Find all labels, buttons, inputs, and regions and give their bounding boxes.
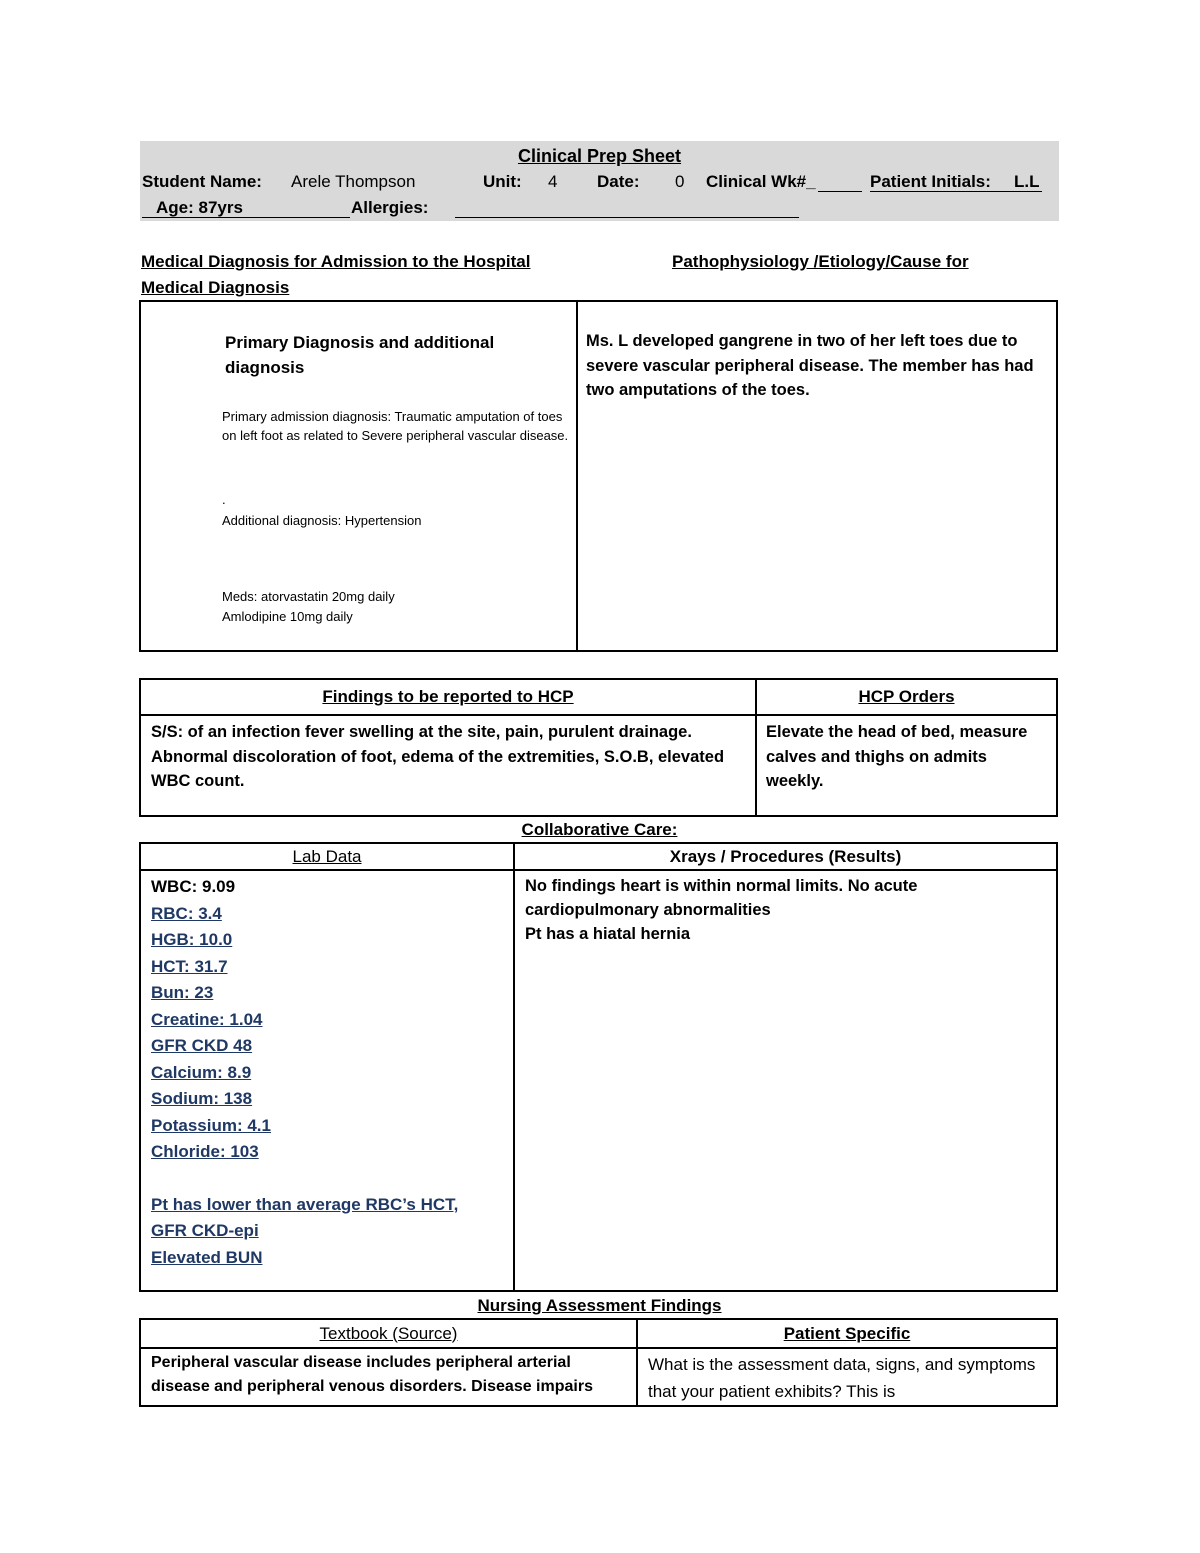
findings-header-cell [140,679,756,715]
findings-cell [140,715,756,816]
meds-line-2: Amlodipine 10mg daily [222,609,353,624]
clinical-week-label: Clinical Wk#_ [706,172,816,191]
additional-diagnosis-text: Additional diagnosis: Hypertension [222,513,422,528]
lab-data-header: Lab Data [292,846,362,866]
primary-diagnosis-heading: Primary Diagnosis and additional diagnosis [225,333,495,377]
lab-link-potassium[interactable]: Potassium: 4.1 [151,1115,271,1135]
lab-link-calcium[interactable]: Calcium: 8.9 [151,1062,252,1082]
textbook-text: Peripheral vascular disease includes peripheral arterial disease and peripheral venous disorders. Disease impairs [151,1354,593,1395]
student-name-label: Student Name: [142,172,262,191]
textbook-header-cell [140,1319,637,1348]
hcp-orders-cell [756,715,1057,816]
xray-text-line2: Pt has a hiatal hernia [525,925,691,943]
findings-table [139,678,1058,817]
lab-link-hct[interactable]: HCT: 31.7 [151,956,228,976]
patient-specific-cell [637,1348,1057,1406]
xray-header-cell [514,843,1057,870]
diagnosis-table [139,300,1058,652]
date-value: 0 [675,172,685,191]
unit-value: 4 [548,172,558,191]
findings-text: S/S: of an infection fever swelling at the site, pain, purulent drainage. Abnormal discoloration of foot, edema of the extremities, S.O.B, elevated WBC count. [151,723,725,790]
patient-specific-header-cell [637,1319,1057,1348]
nursing-assessment-heading: Nursing Assessment Findings [477,1296,722,1315]
lab-note-elevated-bun[interactable]: Elevated BUN [151,1247,263,1267]
lab-link-rbc[interactable]: RBC: 3.4 [151,903,222,923]
page-title: Clinical Prep Sheet [517,146,682,166]
medical-diagnosis-heading-line2: Medical Diagnosis [141,278,290,297]
age-label: Age: 87yrs [156,198,243,217]
textbook-cell [140,1348,637,1406]
lab-data-cell [140,870,514,1291]
xray-header: Xrays / Procedures (Results) [669,846,902,866]
lab-note-gfr-epi[interactable]: GFR CKD-epi [151,1221,259,1240]
wbc-value: WBC: 9.09 [151,877,236,896]
medical-diagnosis-heading: Medical Diagnosis for Admission to the Hospital [141,252,531,271]
lab-note-low-rbc[interactable]: Pt has lower than average RBC’s HCT, [151,1194,459,1214]
xray-cell [514,870,1057,1291]
textbook-header: Textbook (Source) [319,1323,458,1343]
patient-specific-text: What is the assessment data, signs, and symptoms that your patient exhibits? This is [648,1355,1036,1401]
nursing-assessment-table [139,1318,1058,1407]
diagnosis-cell [140,301,577,651]
meds-line-1: Meds: atorvastatin 20mg daily [222,589,395,604]
findings-header: Findings to be reported to HCP [322,687,574,706]
date-label: Date: [597,172,640,191]
pathophysiology-heading: Pathophysiology /Etiology/Cause for [672,252,969,271]
lab-data-header-cell [140,843,514,870]
hcp-orders-text: Elevate the head of bed, measure calves and thighs on admits weekly. [766,723,1028,790]
unit-label: Unit: [483,172,522,191]
clinical-week-blank [818,191,862,192]
allergies-blank [455,217,799,218]
dot-text: . [222,492,226,507]
hcp-orders-header-cell [756,679,1057,715]
pathophysiology-text: Ms. L developed gangrene in two of her left toes due to severe vascular peripheral disease. The member has had two amputations of the toes. [586,332,1034,399]
lab-link-hgb[interactable]: HGB: 10.0 [151,930,233,949]
hcp-orders-header: HCP Orders [858,687,955,706]
patient-initials-label: Patient Initials: [870,172,991,191]
patient-initials-underline [870,191,1042,192]
collaborative-care-heading: Collaborative Care: [521,820,678,839]
lab-link-bun[interactable]: Bun: 23 [151,983,214,1002]
pathophysiology-cell [577,301,1057,651]
student-name-value: Arele Thompson [291,172,416,191]
xray-text: No findings heart is within normal limits. No acute cardiopulmonary abnormalities [525,877,918,919]
lab-link-creatine[interactable]: Creatine: 1.04 [151,1009,263,1029]
allergies-label: Allergies: [351,198,429,217]
patient-initials-value: L.L [1014,172,1040,191]
collaborative-care-table [139,842,1058,1292]
age-underline [142,217,350,218]
primary-diagnosis-text: Primary admission diagnosis: Traumatic amputation of toes on left foot as related to Severe peripheral vascular disease. [222,409,569,443]
lab-link-chloride[interactable]: Chloride: 103 [151,1142,259,1161]
patient-specific-header: Patient Specific [783,1323,911,1343]
lab-link-gfr[interactable]: GFR CKD 48 [151,1036,253,1055]
lab-link-sodium[interactable]: Sodium: 138 [151,1089,253,1108]
